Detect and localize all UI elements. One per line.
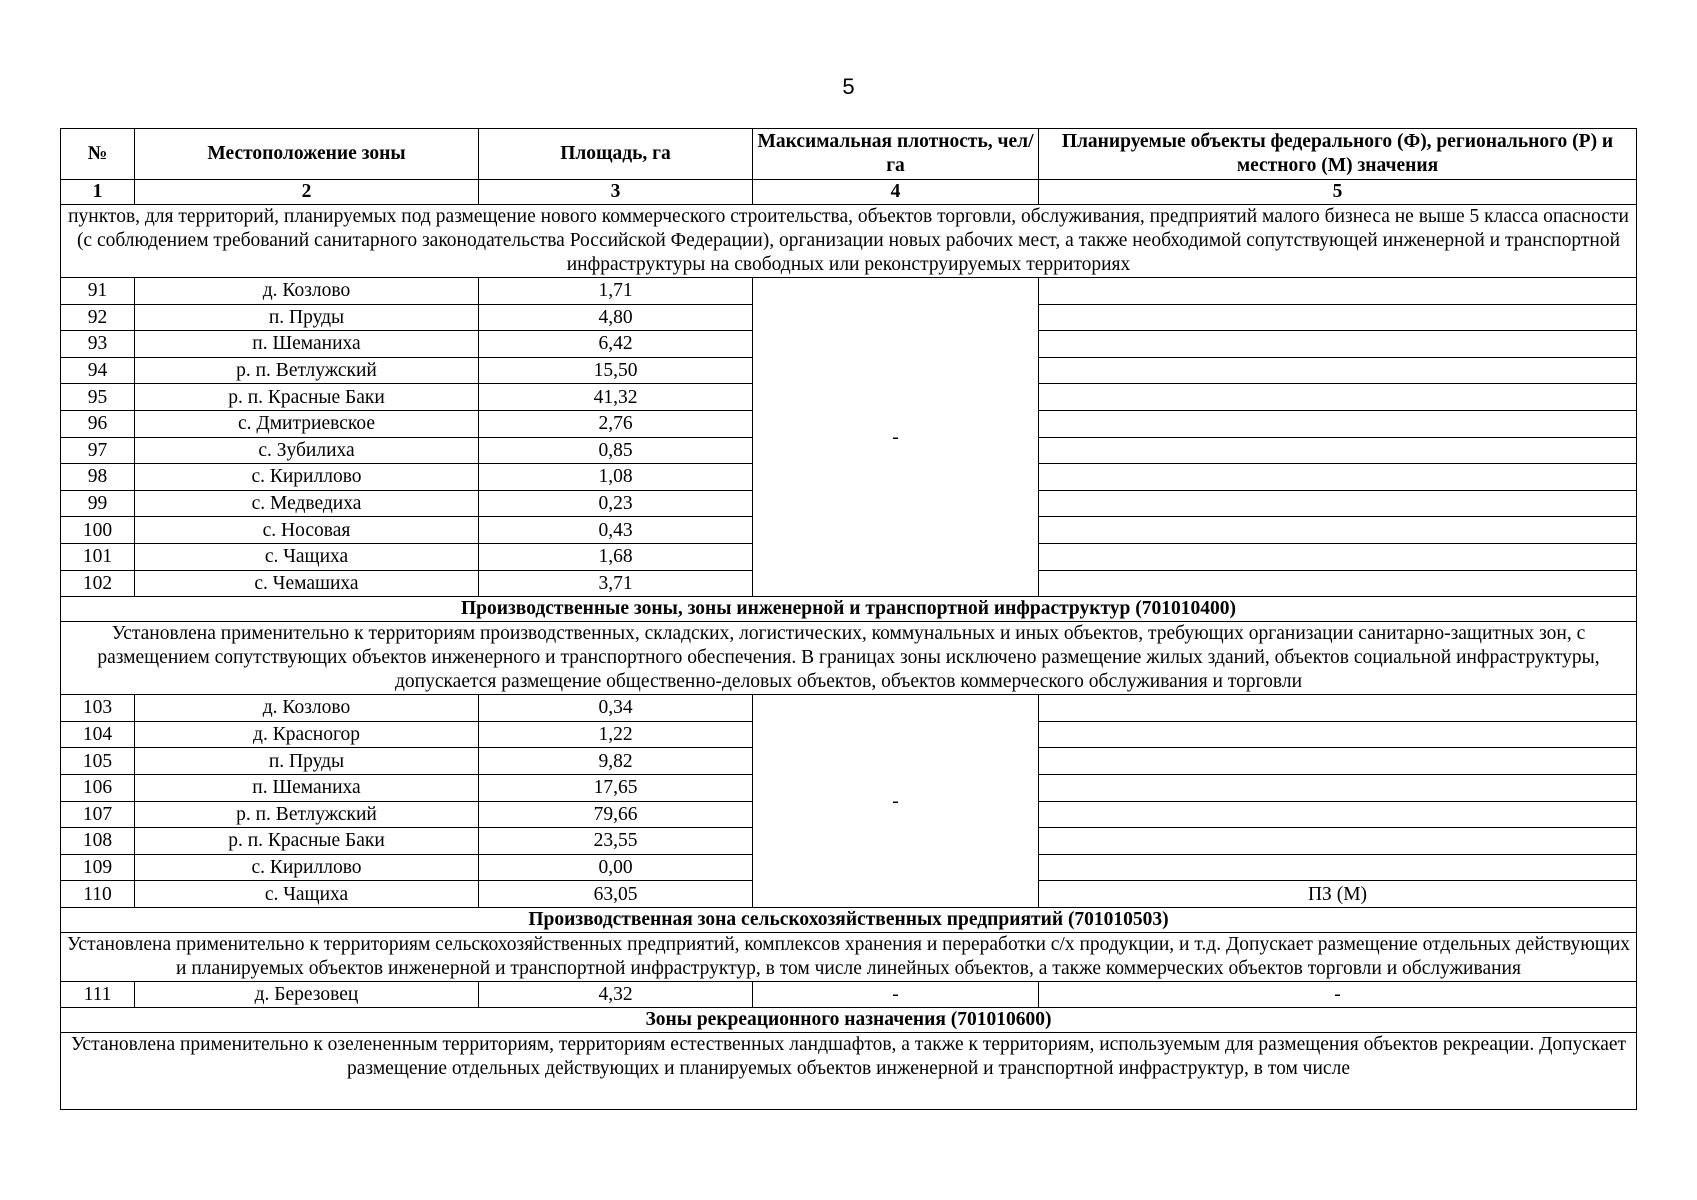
row-location: п. Пруды [135, 748, 479, 775]
row-number: 111 [61, 981, 135, 1008]
row-area: 1,22 [479, 721, 753, 748]
agricultural-zone-description-row [61, 932, 1637, 981]
row-area: 3,71 [479, 570, 753, 597]
row-area: 1,08 [479, 464, 753, 491]
row-location: д. Козлово [135, 278, 479, 305]
row-number: 99 [61, 490, 135, 517]
row-area: 9,82 [479, 748, 753, 775]
row-planned-objects [1039, 437, 1637, 464]
industrial-zone-description-row [61, 622, 1637, 695]
recreation-zone-title-row [61, 1008, 1637, 1033]
density-merged-cell: - [753, 278, 1039, 597]
row-planned-objects [1039, 748, 1637, 775]
row-area: 2,76 [479, 410, 753, 437]
row-planned-objects: - [1039, 981, 1637, 1008]
row-number: 97 [61, 437, 135, 464]
header-location: Местоположение зоны [135, 129, 479, 180]
header-max-density: Максимальная плотность, чел/га [753, 129, 1039, 180]
column-number: 2 [135, 180, 479, 205]
row-number: 103 [61, 695, 135, 722]
agricultural-zone-description: Установлена применительно к территориям сельскохозяйственных предприятий, комплексов хранения и переработки с/х продукции, и т.д. Допускает размещение отдельных действующих и планируемых объектов инженерной и транспортной инфраструктур, в том числе линейных объектов, а также коммерческих объектов торговли и обслуживания [61, 932, 1637, 981]
row-area: 0,00 [479, 854, 753, 881]
density-merged-cell: - [753, 695, 1039, 908]
row-location: с. Дмитриевское [135, 410, 479, 437]
page-number: 5 [842, 74, 855, 99]
row-area: 0,34 [479, 695, 753, 722]
row-area: 0,43 [479, 517, 753, 544]
row-location: п. Шеманиха [135, 331, 479, 358]
row-area: 41,32 [479, 384, 753, 411]
row-area: 0,85 [479, 437, 753, 464]
row-number: 101 [61, 543, 135, 570]
column-number: 1 [61, 180, 135, 205]
row-number: 102 [61, 570, 135, 597]
recreation-zone-description-row [61, 1033, 1637, 1110]
row-area: 15,50 [479, 357, 753, 384]
row-planned-objects [1039, 304, 1637, 331]
row-number: 109 [61, 854, 135, 881]
row-location: р. п. Ветлужский [135, 357, 479, 384]
row-number: 108 [61, 828, 135, 855]
row-planned-objects [1039, 570, 1637, 597]
row-location: с. Зубилиха [135, 437, 479, 464]
row-number: 104 [61, 721, 135, 748]
row-area: 23,55 [479, 828, 753, 855]
row-area: 1,68 [479, 543, 753, 570]
row-location: п. Шеманиха [135, 774, 479, 801]
row-area: 6,42 [479, 331, 753, 358]
recreation-zone-description: Установлена применительно к озелененным территориям, территориям естественных ландшафтов, а также к территориям, используемым для размещения объектов рекреации. Допускает размещение отдельных действующих и планируемых объектов инженерной и транспортной инфраструктур, в том числе [61, 1033, 1637, 1110]
row-density: - [753, 981, 1039, 1008]
column-number: 5 [1039, 180, 1637, 205]
row-number: 96 [61, 410, 135, 437]
row-planned-objects [1039, 801, 1637, 828]
row-planned-objects [1039, 357, 1637, 384]
column-number: 3 [479, 180, 753, 205]
row-number: 106 [61, 774, 135, 801]
row-planned-objects: ПЗ (М) [1039, 881, 1637, 908]
row-planned-objects [1039, 721, 1637, 748]
row-planned-objects [1039, 828, 1637, 855]
row-area: 4,32 [479, 981, 753, 1008]
row-location: с. Чащиха [135, 881, 479, 908]
column-numbers-row [61, 180, 1637, 205]
row-number: 107 [61, 801, 135, 828]
row-number: 93 [61, 331, 135, 358]
row-number: 110 [61, 881, 135, 908]
row-planned-objects [1039, 410, 1637, 437]
row-number: 98 [61, 464, 135, 491]
row-location: с. Чемашиха [135, 570, 479, 597]
row-location: с. Чащиха [135, 543, 479, 570]
row-planned-objects [1039, 774, 1637, 801]
industrial-zone-description: Установлена применительно к территориям производственных, складских, логистических, коммунальных и иных объектов, требующих организации санитарно-защитных зон, с размещением сопутствующих объектов инженерного и транспортного обеспечения. В границах зоны исключено размещение жилых зданий, объектов социальной инфраструктуры, допускается размещение общественно-деловых объектов, объектов коммерческого обслуживания и торговли [61, 622, 1637, 695]
row-planned-objects [1039, 464, 1637, 491]
row-planned-objects [1039, 384, 1637, 411]
row-planned-objects [1039, 278, 1637, 305]
row-number: 94 [61, 357, 135, 384]
header-row [61, 129, 1637, 180]
header-number: № [61, 129, 135, 180]
row-location: п. Пруды [135, 304, 479, 331]
row-area: 63,05 [479, 881, 753, 908]
row-location: с. Носовая [135, 517, 479, 544]
industrial-zone-title-row [61, 597, 1637, 622]
row-area: 17,65 [479, 774, 753, 801]
row-planned-objects [1039, 543, 1637, 570]
row-planned-objects [1039, 854, 1637, 881]
row-location: р. п. Ветлужский [135, 801, 479, 828]
table-row [61, 981, 1637, 1008]
row-number: 92 [61, 304, 135, 331]
row-planned-objects [1039, 695, 1637, 722]
intro-description: пунктов, для территорий, планируемых под размещение нового коммерческого строительства, объектов торговли, обслуживания, предприятий малого бизнеса не выше 5 класса опасности (с соблюдением требований санитарного законодательства Российской Федерации), организации новых рабочих мест, а также необходимой сопутствующей инженерной и транспортной инфраструктуры на свободных или реконструируемых территориях [61, 205, 1637, 278]
row-location: с. Кириллово [135, 854, 479, 881]
row-area: 0,23 [479, 490, 753, 517]
table-row [61, 278, 1637, 305]
row-planned-objects [1039, 517, 1637, 544]
row-number: 105 [61, 748, 135, 775]
row-area: 4,80 [479, 304, 753, 331]
row-area: 79,66 [479, 801, 753, 828]
header-area: Площадь, га [479, 129, 753, 180]
row-number: 95 [61, 384, 135, 411]
row-number: 91 [61, 278, 135, 305]
industrial-zone-title: Производственные зоны, зоны инженерной и транспортной инфраструктур (701010400) [61, 597, 1637, 622]
row-location: д. Козлово [135, 695, 479, 722]
row-location: р. п. Красные Баки [135, 828, 479, 855]
agricultural-zone-title-row [61, 907, 1637, 932]
row-planned-objects [1039, 490, 1637, 517]
header-planned-objects: Планируемые объекты федерального (Ф), регионального (Р) и местного (М) значения [1039, 129, 1637, 180]
row-planned-objects [1039, 331, 1637, 358]
row-location: д. Березовец [135, 981, 479, 1008]
row-location: р. п. Красные Баки [135, 384, 479, 411]
row-location: с. Медведиха [135, 490, 479, 517]
agricultural-zone-title: Производственная зона сельскохозяйственных предприятий (701010503) [61, 907, 1637, 932]
intro-row [61, 205, 1637, 278]
row-area: 1,71 [479, 278, 753, 305]
column-number: 4 [753, 180, 1039, 205]
zones-table [60, 128, 1637, 1110]
row-location: д. Красногор [135, 721, 479, 748]
row-number: 100 [61, 517, 135, 544]
row-location: с. Кириллово [135, 464, 479, 491]
table-row [61, 695, 1637, 722]
recreation-zone-title: Зоны рекреационного назначения (701010600) [61, 1008, 1637, 1033]
